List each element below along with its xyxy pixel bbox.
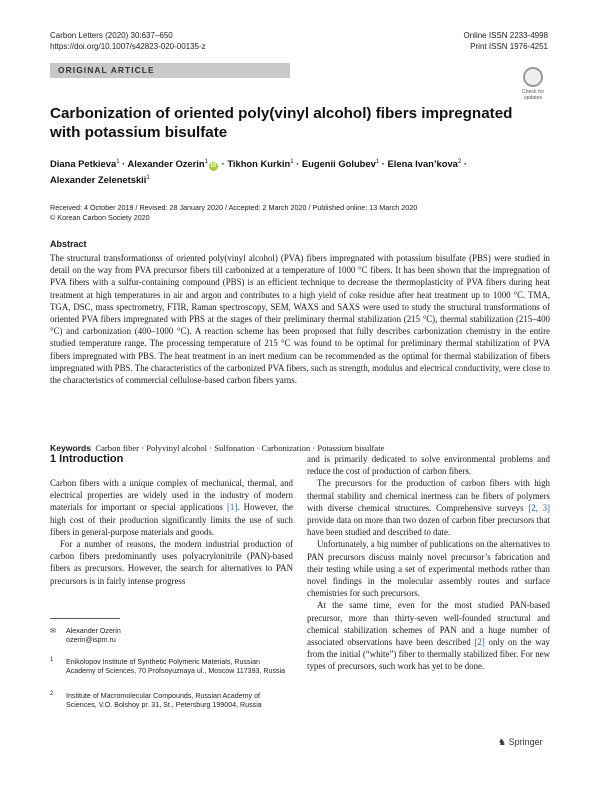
author-name[interactable]: Alexander Zelenetskii [50, 174, 147, 186]
publisher-name: Springer [508, 737, 543, 747]
doi-link[interactable]: https://doi.org/10.1007/s42823-020-00135-z [50, 42, 206, 51]
journal-citation: Carbon Letters (2020) 30:637–650 [50, 31, 173, 40]
citation-link[interactable]: [2] [474, 637, 485, 648]
copyright-line: © Korean Carbon Society 2020 [50, 213, 150, 222]
orcid-icon[interactable]: iD [210, 163, 217, 170]
author-affiliation-mark: 1 [146, 175, 150, 182]
paragraph-text: At the same time, even for the most studied PAN-based precursor, more than thirty-seven well-founded structural and chemical stabilization schemes of PAN and a huge number of associated observations have been described [307, 600, 550, 648]
correspondence-block [50, 627, 290, 645]
check-updates-line1: Check for [521, 89, 545, 95]
section-heading: 1 Introduction [50, 453, 124, 465]
author-affiliation-mark: 1 [290, 159, 294, 165]
left-column [50, 477, 293, 587]
author-affiliation-mark: 1 [116, 159, 120, 165]
author-affiliation-mark: 1 [375, 159, 380, 165]
keywords-list: Carbon fiber · Polyvinyl alcohol · Sulfonation · Carbonization · Potassium bisulfate [95, 443, 385, 453]
paragraph: For a number of reasons, the modern industrial production of carbon fibers predominantly uses polyacrylonitrile (PAN)-based fibers as precursors. However, the search for alternatives to PAN precursors is in fairly intense progress [50, 539, 293, 586]
paragraph-text: The precursors for the production of carbon fibers with high thermal stability and chemical inertness can be fibers of polymers with diverse chemical structures. Comprehensive surveys [307, 478, 550, 513]
keywords-label: Keywords [50, 443, 92, 453]
citation-link[interactable]: [2, 3] [528, 502, 550, 513]
springer-horse-icon: ♞ [498, 737, 507, 747]
check-for-updates-badge[interactable] [518, 67, 548, 101]
affiliation-text: Enikolopov Institute of Synthetic Polymeric Materials, Russian Academy of Sciences, 70 Profsoyuznaya ul., Moscow 117393, Russia [66, 658, 286, 676]
check-updates-icon [523, 67, 543, 87]
print-issn: Print ISSN 1976-4251 [470, 42, 548, 51]
affiliation-number: 2 [50, 691, 54, 697]
author-list: Diana Petkieva$^1$ · Alexander Ozerin$^1$iD · Tikhon Kurkin$^1$ · Eugenii Golubev$^1$ · Elena Ivan’kova$^2$ · Alexander Zelenetskii$^1$ [50, 158, 467, 186]
paragraph: and is primarily dedicated to solve environmental problems and reduce the cost of production of carbon fibers. [307, 454, 550, 477]
author-name[interactable]: Diana Petkieva [50, 158, 117, 170]
history-dates: Received: 4 October 2019 / Revised: 28 January 2020 / Accepted: 2 March 2020 / Published online: 13 March 2020 [50, 203, 418, 212]
online-issn: Online ISSN 2233-4998 [463, 31, 548, 40]
publisher-logo [498, 737, 543, 748]
keywords-line [50, 443, 550, 453]
paragraph [50, 477, 293, 538]
paragraph-text: . However, the high cost of their production significantly limits the use of such fibers in general-purpose materials and goods. [50, 502, 293, 537]
author-affiliation-mark: 1 [204, 159, 208, 165]
paragraph-text: only on the way from the initial (“white”) fiber to thermally stabilized fiber. For new types of precursors, such work has yet to be done. [307, 637, 550, 672]
publication-dates [50, 203, 550, 223]
mail-icon: ✉ [50, 627, 56, 635]
article-title [50, 104, 530, 142]
title-line-1: Carbonization of oriented poly(vinyl alcohol) fibers impregnated [50, 105, 513, 122]
footnote-divider [50, 618, 120, 619]
author-name[interactable]: Alexander Ozerin [127, 158, 205, 170]
article-type-banner: ORIGINAL ARTICLE [50, 63, 290, 78]
title-line-2: with potassium bisulfate [50, 124, 228, 141]
abstract-text: The structural transformationss of oriented poly(vinyl alcohol) (PVA) fibers impregnated with potassium bisulfate (PBS) were studied in detail on the way from PVA precursor fibers till carbonized at a temperature of 1000 °C fibers. It has been shown that the impregnation of PVA fibers with a sulfur-containing compound (PBS) is an efficient technique to decrease the thermoplasticity of PVA fibers during heat treatment at high temperatures in air and argon and contributes to a high yield of coke residue after heat treatment up to 1000 °C. TMA, TGA, DSC, mass spectrometry, FTIR, Raman spectroscopy, SEM, WAXS and SAXS were used to study the structural transformations of oriented PVA fibers impregnated with PBS at the stages of their preliminary thermal stabilization (215 °C), thermal stabilization (215–400 °C) and carbonization (400–1000 °C). A reaction scheme has been proposed that fully describes carbonization chemistry in the entire studied temperature range. The processing temperature of 215 °C was found to be optimal for preliminary thermal stabilization of PVA fibers impregnated with PBS. The heat treatment in an inert medium can be recommended as the optimal for thermal stabilization of fibers impregnated with PBS. The characteristics of the carbonized PVA fibers, such as strength, modulus and electrical conductivity, were close to the characteristics of commercial cellulose-based carbon fibers yarns. [50, 253, 550, 386]
corresponding-email[interactable]: ozerin@ispm.ru [66, 636, 116, 645]
affiliation-text: Institute of Macromolecular Compounds, Russian Academy of Sciences, V.O. Bolshoy pr. 31, St., Petersburg 199004, Russia [66, 692, 262, 710]
check-updates-line2: updates [523, 95, 543, 101]
author-name[interactable]: Tikhon Kurkin [227, 158, 291, 170]
paragraph [307, 477, 550, 538]
right-column [307, 453, 550, 673]
paragraph [307, 599, 550, 672]
author-affiliation-mark: 2 [457, 159, 462, 165]
author-name[interactable]: Elena Ivan’kova [387, 158, 458, 170]
paragraph: Unfortunately, a big number of publications on the alternatives to PAN precursors discuss mainly novel precursor’s fabrication and their testing while using a set of experimental methods rather than novel findings in the molecular assembly routes and surface chemistries for such precursors. [307, 539, 550, 599]
abstract-heading: Abstract [50, 239, 87, 249]
affiliation-2 [50, 692, 290, 710]
corresponding-author: Alexander Ozerin [66, 627, 121, 635]
paragraph-text: Carbon fibers with a unique complex of mechanical, thermal, and electrical properties are widely used in the industry of modern materials for important or special applications [50, 478, 293, 513]
paragraph-text: provide data on more than two dozen of carbon fiber precursors that have been studied and described to date. [307, 515, 550, 538]
citation-link[interactable]: [1] [226, 502, 238, 513]
author-name[interactable]: Eugenii Golubev [301, 158, 376, 170]
affiliation-number: 1 [50, 657, 54, 663]
affiliation-1 [50, 658, 290, 676]
